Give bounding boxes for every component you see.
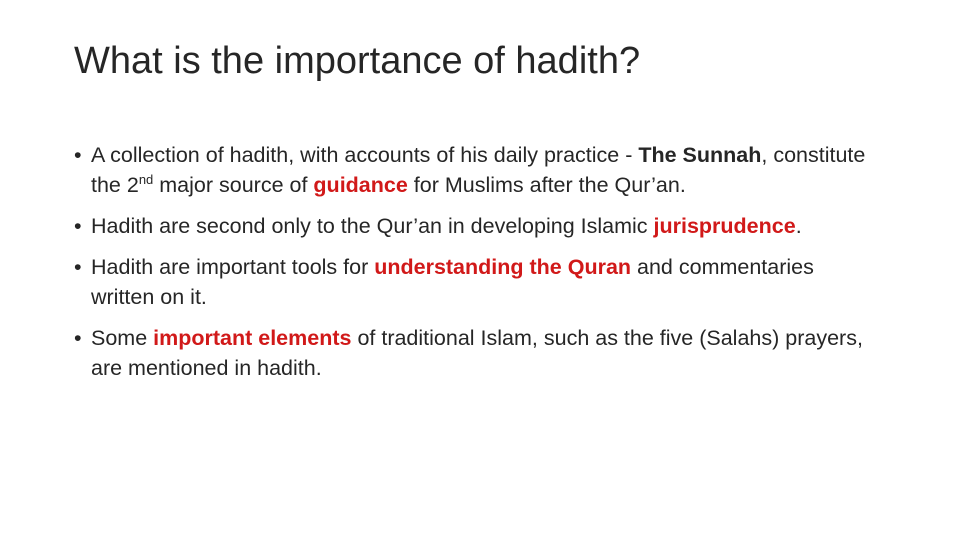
bullet-dot-icon: • [74, 326, 82, 350]
slide-title: What is the importance of hadith? [74, 40, 641, 82]
bullet-text: for Muslims after the Qur’an. [407, 173, 686, 197]
bullet-text: Some [91, 326, 154, 350]
bullet-item-1 [74, 140, 874, 200]
highlight-understanding-the-quran: understanding the Quran [374, 255, 632, 279]
highlight-important-elements: important elements [153, 326, 352, 350]
bullet-dot-icon: • [74, 214, 82, 238]
highlight-jurisprudence: jurisprudence [653, 214, 796, 238]
ordinal-superscript: nd [138, 172, 154, 187]
bullet-text: of traditional Islam, such as the five (Salahs) prayers, are mentioned in hadith. [91, 326, 863, 380]
bullet-text: Hadith are important tools for [91, 255, 375, 279]
bullet-item-2 [74, 211, 874, 241]
bullet-item-3 [74, 252, 874, 312]
bullet-text: . [795, 214, 802, 238]
bullet-text: Hadith are second only to the Qur’an in developing Islamic [91, 214, 654, 238]
bullet-text: A collection of hadith, with accounts of his daily practice - [91, 143, 639, 167]
bullet-text: major source of [153, 173, 314, 197]
bullet-text: , constitute the 2 [91, 143, 866, 197]
bold-term-the-sunnah: The Sunnah [638, 143, 762, 167]
highlight-guidance: guidance [313, 173, 408, 197]
bullet-list [74, 140, 874, 394]
bullet-item-4 [74, 323, 874, 383]
bullet-dot-icon: • [74, 143, 82, 167]
bullet-text: and commentaries written on it. [91, 255, 814, 309]
bullet-dot-icon: • [74, 255, 82, 279]
